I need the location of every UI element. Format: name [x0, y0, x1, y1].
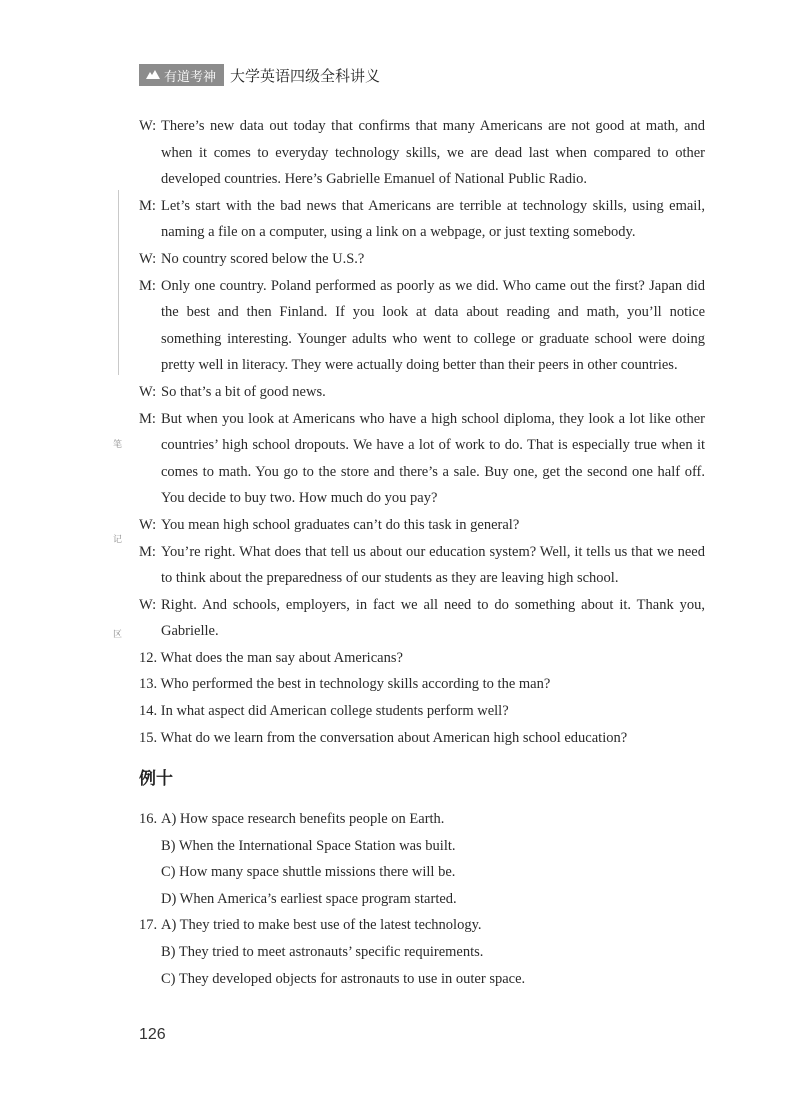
- question-text: Who performed the best in technology skills according to the man?: [160, 676, 551, 693]
- dialogue-text: There’s new data out today that confirms that many Americans are not good at math, and when it comes to everyday technology skills, we are dead last when compared to other developed countries. Here’s Gabrielle Emanuel of National Public Radio.: [161, 118, 705, 188]
- option-text: A) They tried to make best use of the latest technology.: [161, 917, 482, 934]
- question-number: [139, 833, 161, 860]
- option-text: C) They developed objects for astronauts to use in outer space.: [161, 970, 526, 987]
- option-line: [139, 833, 705, 860]
- question-item: [139, 725, 705, 752]
- question-item: [139, 671, 705, 698]
- dialogue-transcript: [139, 113, 705, 751]
- speaker-label: W:: [139, 383, 157, 400]
- question-number: [139, 939, 161, 966]
- option-text: B) When the International Space Station was built.: [161, 837, 456, 854]
- dialogue-turn: [139, 406, 705, 512]
- option-line: [139, 939, 705, 966]
- question-text: What does the man say about Americans?: [160, 649, 403, 666]
- speaker-label: W:: [139, 596, 157, 613]
- question-item: [139, 645, 705, 672]
- option-line: [139, 806, 705, 833]
- question-number: 16.: [139, 811, 158, 827]
- speaker-label: M:: [139, 277, 156, 294]
- option-line: [139, 966, 705, 993]
- speaker-label: M:: [139, 410, 156, 427]
- fox-logo-icon: [145, 69, 161, 81]
- dialogue-turn: [139, 379, 705, 406]
- brand-logo: [139, 64, 224, 86]
- question-text: What do we learn from the conversation about American high school education?: [160, 729, 628, 746]
- question-number: [139, 859, 161, 886]
- dialogue-text: You’re right. What does that tell us about our education system? Well, it tells us that we need to think about the preparedness of our students as they are leaving high school.: [161, 543, 705, 587]
- dialogue-turn: [139, 539, 705, 592]
- option-text: C) How many space shuttle missions there will be.: [161, 864, 456, 881]
- margin-note-char: 记: [113, 535, 123, 545]
- question-number: 15.: [139, 729, 158, 746]
- page-number: 126: [139, 1026, 166, 1043]
- option-line: [139, 912, 705, 939]
- dialogue-text: Let’s start with the bad news that Americans are terrible at technology skills, using email, naming a file on a computer, using a link on a webpage, or just texting somebody.: [161, 197, 705, 241]
- dialogue-text: But when you look at Americans who have a high school diploma, they look a lot like other countries’ high school dropouts. We have a lot of work to do. That is especially true when it comes to math. You go to the store and there’s a sale. Buy one, get the second one half off. You decide to buy two. How much do you pay?: [161, 410, 705, 507]
- option-line: [139, 886, 705, 913]
- question-number: [139, 886, 161, 913]
- question-number: 17.: [139, 917, 158, 934]
- series-title: 大学英语四级全科讲义: [230, 66, 381, 85]
- margin-note-char: 笔: [113, 440, 123, 450]
- margin-note-char: 区: [113, 630, 123, 640]
- dialogue-turn: [139, 113, 705, 193]
- section-title: 例十: [139, 769, 173, 789]
- dialogue-text: So that’s a bit of good news.: [161, 383, 326, 400]
- dialogue-turn: [139, 592, 705, 645]
- dialogue-text: You mean high school graduates can’t do this task in general?: [161, 516, 520, 533]
- dialogue-text: Only one country. Poland performed as poorly as we did. Who came out the first? Japan did the best and then Finland. If you look at data about reading and math, you’ll notice something interesting. Younger adults who went to college or graduate school were doing pretty well in literacy. They were actually doing better than their peers in other countries.: [161, 277, 705, 374]
- question-number: 14.: [139, 703, 158, 720]
- speaker-label: W:: [139, 118, 157, 134]
- question-number: 13.: [139, 676, 158, 693]
- option-text: B) They tried to meet astronauts’ specific requirements.: [161, 943, 484, 960]
- dialogue-turn: [139, 246, 705, 273]
- dialogue-turn: [139, 193, 705, 246]
- question-number: 12.: [139, 649, 158, 666]
- question-text: In what aspect did American college students perform well?: [160, 703, 509, 720]
- option-text: A) How space research benefits people on Earth.: [161, 811, 445, 827]
- speaker-label: W:: [139, 516, 157, 533]
- option-text: D) When America’s earliest space program started.: [161, 890, 457, 907]
- answer-options: [139, 806, 705, 992]
- option-line: [139, 859, 705, 886]
- speaker-label: W:: [139, 250, 157, 267]
- dialogue-text: Right. And schools, employers, in fact we all need to do something about it. Thank you, Gabrielle.: [161, 596, 705, 640]
- page-header: [139, 64, 380, 86]
- margin-rule: [118, 190, 119, 375]
- question-item: [139, 698, 705, 725]
- question-number: [139, 966, 161, 993]
- dialogue-text: No country scored below the U.S.?: [161, 250, 365, 267]
- brand-name: 有道考神: [164, 69, 217, 85]
- speaker-label: M:: [139, 543, 156, 560]
- dialogue-turn: [139, 273, 705, 379]
- speaker-label: M:: [139, 197, 156, 214]
- dialogue-turn: [139, 512, 705, 539]
